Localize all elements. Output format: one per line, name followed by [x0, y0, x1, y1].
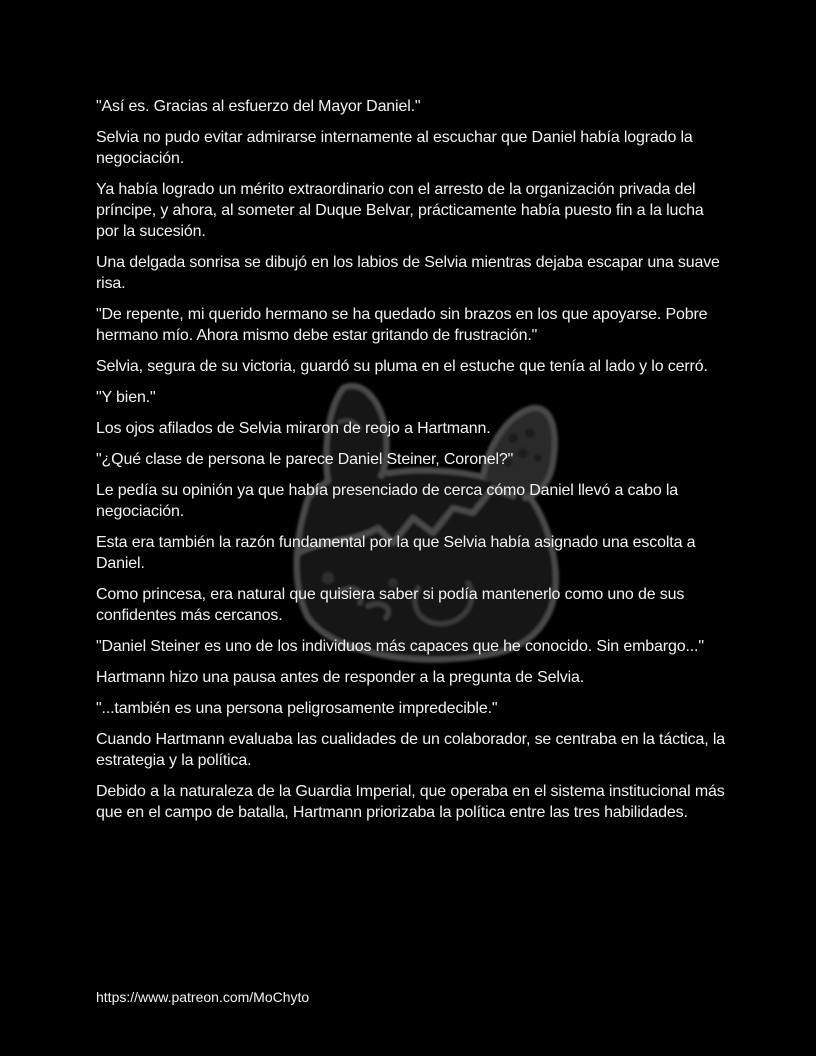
paragraph: Como princesa, era natural que quisiera saber si podía mantenerlo como uno de sus confidentes más cercanos.: [96, 586, 685, 624]
paragraph: Hartmann hizo una pausa antes de responder a la pregunta de Selvia.: [96, 669, 585, 686]
paragraph: Una delgada sonrisa se dibujó en los labios de Selvia mientras dejaba escapar una suave risa.: [96, 254, 720, 292]
paragraph: Esta era también la razón fundamental por la que Selvia había asignado una escolta a Daniel.: [96, 534, 696, 572]
paragraph: "¿Qué clase de persona le parece Daniel Steiner, Coronel?": [96, 451, 514, 468]
paragraph: Cuando Hartmann evaluaba las cualidades de un colaborador, se centraba en la táctica, la estrategia y la política.: [96, 731, 725, 769]
paragraph: "Así es. Gracias al esfuerzo del Mayor Daniel.": [96, 98, 421, 115]
patreon-link[interactable]: https://www.patreon.com/MoChyto: [96, 989, 310, 1005]
paragraph: "...también es una persona peligrosamente impredecible.": [96, 700, 498, 717]
paragraph: Selvia, segura de su victoria, guardó su pluma en el estuche que tenía al lado y lo cerró.: [96, 358, 708, 375]
paragraph: Debido a la naturaleza de la Guardia Imperial, que operaba en el sistema institucional más que en el campo de batalla, Hartmann priorizaba la política entre las tres habilidades.: [96, 783, 725, 821]
document-body: [96, 96, 726, 833]
paragraph: Selvia no pudo evitar admirarse internamente al escuchar que Daniel había logrado la negociación.: [96, 129, 693, 167]
paragraph: "Y bien.": [96, 389, 156, 406]
paragraph: Le pedía su opinión ya que había presenciado de cerca cómo Daniel llevó a cabo la negociación.: [96, 482, 679, 520]
paragraph: "De repente, mi querido hermano se ha quedado sin brazos en los que apoyarse. Pobre hermano mío. Ahora mismo debe estar gritando de frustración.": [96, 306, 708, 344]
paragraph: Ya había logrado un mérito extraordinario con el arresto de la organización privada del príncipe, y ahora, al someter al Duque Belvar, prácticamente había puesto fin a la lucha por la sucesión.: [96, 181, 704, 240]
paragraph: "Daniel Steiner es uno de los individuos más capaces que he conocido. Sin embargo...": [96, 638, 704, 655]
paragraph: Los ojos afilados de Selvia miraron de reojo a Hartmann.: [96, 420, 491, 437]
